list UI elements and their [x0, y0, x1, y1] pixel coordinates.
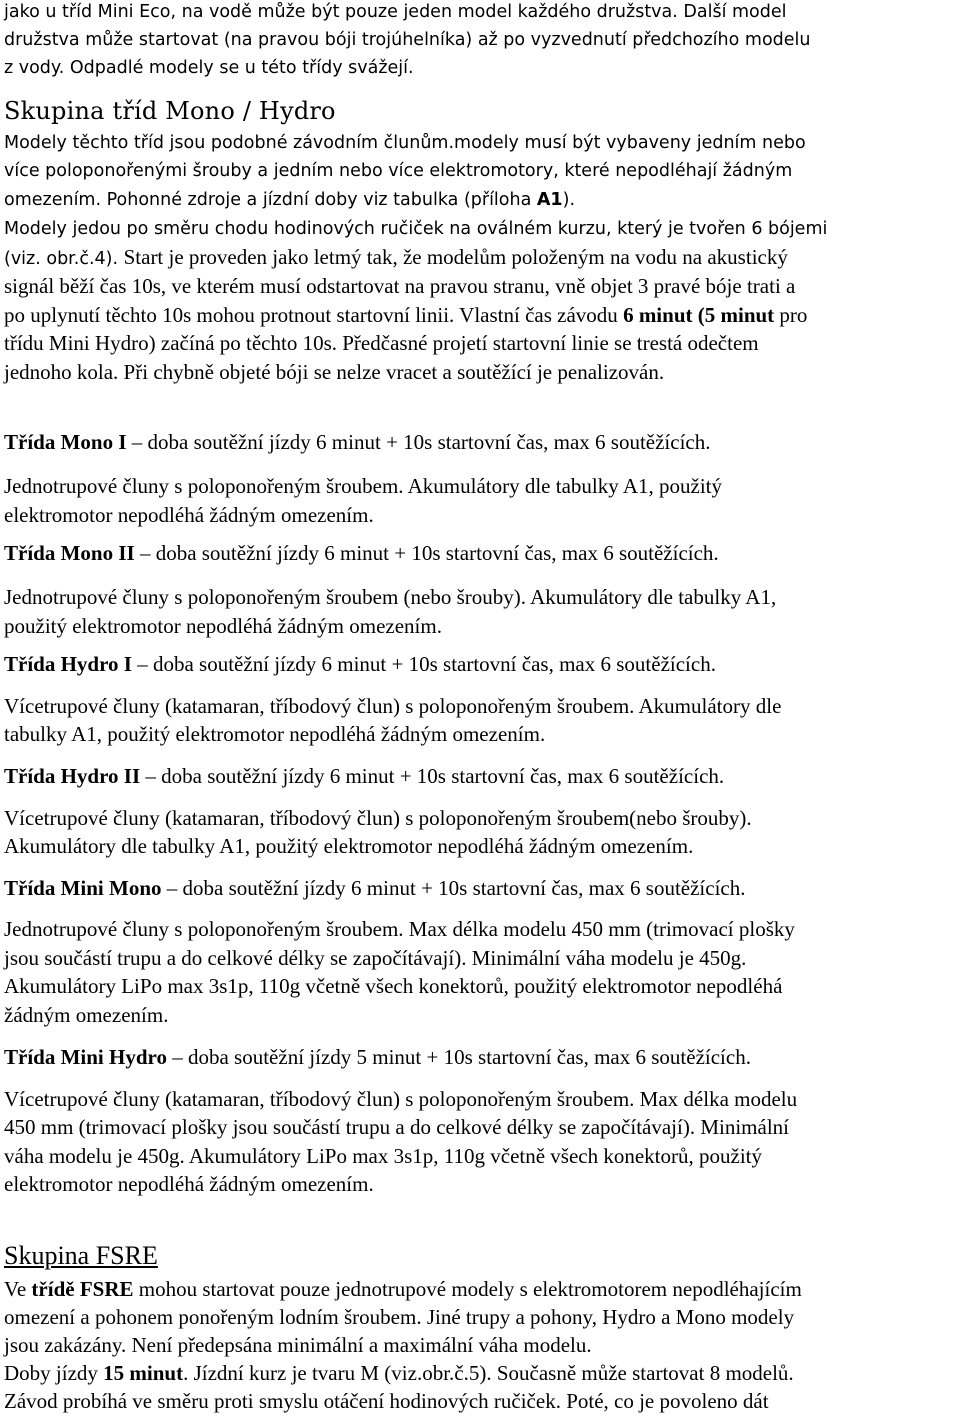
class-hydro-2-title [4, 764, 724, 788]
fsre-line-3: jsou zakázány. Není předepsána minimální a maximální váha modelu. [4, 1333, 592, 1357]
mono-hydro-line-7c: pro [774, 303, 808, 327]
fsre-line-4a: Doby jízdy [4, 1361, 104, 1385]
class-hydro-1-rest: – doba soutěžní jízdy 6 minut + 10s startovní čas, max 6 soutěžících. [131, 652, 716, 676]
mono-hydro-line-5b: Start je proveden jako letmý tak, že modelům položeným na vodu na akustický [123, 245, 788, 269]
class-mono-2-title [4, 541, 719, 565]
class-hydro-2-desc-2: Akumulátory dle tabulky A1, použitý elektromotor nepodléhá žádným omezením. [4, 834, 694, 858]
class-mono-1-desc-2: elektromotor nepodléhá žádným omezením. [4, 503, 374, 527]
class-mini-hydro-title [4, 1045, 751, 1069]
intro-line-1: jako u tříd Mini Eco, na vodě může být pouze jeden model každého družstva. Další model [4, 2, 787, 22]
class-hydro-2-desc-1: Vícetrupové čluny (katamaran, tříbodový člun) s poloponořeným šroubem(nebo šrouby). [4, 806, 752, 830]
class-hydro-1-desc-2: tabulky A1, použitý elektromotor nepodléhá žádným omezením. [4, 722, 546, 746]
class-mini-hydro-name: Třída Mini Hydro [4, 1045, 167, 1069]
section-heading-fsre: Skupina FSRE [4, 1241, 158, 1270]
class-mono-1-rest: – doba soutěžní jízdy 6 minut + 10s startovní čas, max 6 soutěžících. [126, 430, 711, 454]
class-mini-hydro-desc-3: váha modelu je 450g. Akumulátory LiPo max 3s1p, 110g včetně všech konektorů, použitý [4, 1144, 762, 1168]
fsre-line-1a: Ve [4, 1277, 32, 1301]
section-heading-mono-hydro: Skupina tříd Mono / Hydro [4, 97, 336, 125]
mono-hydro-line-7 [4, 303, 807, 327]
fsre-line-4 [4, 1361, 794, 1385]
mono-hydro-line-6: signál běží čas 10s, ve kterém musí odstartovat na pravou stranu, vně objet 3 pravé bóje trati a [4, 274, 796, 298]
class-mono-2-desc-1: Jednotrupové čluny s poloponořeným šroubem (nebo šrouby). Akumulátory dle tabulky A1, [4, 585, 777, 609]
mono-hydro-line-9: jednoho kola. Při chybně objeté bóji se nelze vracet a soutěžící je penalizován. [4, 360, 665, 384]
class-mono-2-name: Třída Mono II [4, 541, 135, 565]
mono-hydro-line-2: více poloponořenými šrouby a jedním nebo více elektromotory, které nepodléhají žádným [4, 161, 793, 181]
fsre-time-bold: 15 minut [103, 1361, 184, 1385]
class-hydro-2-name: Třída Hydro II [4, 764, 141, 788]
fsre-line-1 [4, 1277, 802, 1301]
fsre-class-bold: třídě FSRE [31, 1277, 134, 1301]
mono-hydro-line-1a: Modely těchto tříd jsou podobné závodním člunům. [4, 133, 455, 153]
class-mono-1-desc-1: Jednotrupové čluny s poloponořeným šroubem. Akumulátory dle tabulky A1, použitý [4, 474, 722, 498]
class-mini-mono-desc-2: jsou součástí trupu a do celkové délky se započítávají). Minimální váha modelu je 450g. [4, 946, 747, 970]
class-hydro-2-rest: – doba soutěžní jízdy 6 minut + 10s startovní čas, max 6 soutěžících. [140, 764, 725, 788]
mono-hydro-line-3c: ). [562, 190, 576, 210]
class-mini-mono-name: Třída Mini Mono [4, 876, 162, 900]
class-mini-hydro-rest: – doba soutěžní jízdy 5 minut + 10s startovní čas, max 6 soutěžících. [166, 1045, 751, 1069]
race-time-bold: 6 minut (5 minut [623, 303, 775, 327]
class-mini-hydro-desc-4: elektromotor nepodléhá žádným omezením. [4, 1172, 374, 1196]
mono-hydro-line-7a: po uplynutí těchto 10s mohou protnout startovní linii. Vlastní čas závodu [4, 303, 624, 327]
class-mono-1-name: Třída Mono I [4, 430, 127, 454]
class-hydro-1-desc-1: Vícetrupové čluny (katamaran, tříbodový člun) s poloponořeným šroubem. Akumulátory dle [4, 694, 782, 718]
class-mini-mono-title [4, 876, 746, 900]
class-mono-2-rest: – doba soutěžní jízdy 6 minut + 10s startovní čas, max 6 soutěžících. [134, 541, 719, 565]
class-hydro-1-title [4, 652, 716, 676]
mono-hydro-line-1b: modely musí být vybaveny jedním nebo [454, 133, 806, 153]
annex-ref-a1: A1 [536, 190, 563, 210]
class-mini-hydro-desc-2: 450 mm (trimovací plošky jsou součástí trupu a do celkové délky se započítávají). Minimální [4, 1115, 789, 1139]
class-mini-mono-desc-4: žádným omezením. [4, 1003, 169, 1027]
mono-hydro-line-8: třídu Mini Hydro) začíná po těchto 10s. Předčasné projetí startovní linie se trestá odečtem [4, 331, 759, 355]
class-mono-2-desc-2: použitý elektromotor nepodléhá žádným omezením. [4, 614, 442, 638]
mono-hydro-line-4: Modely jedou po směru chodu hodinových ručiček na oválném kurzu, který je tvořen 6 bójemi [4, 219, 828, 239]
intro-line-3: z vody. Odpadlé modely se u této třídy svážejí. [4, 58, 414, 78]
fsre-line-2: omezení a pohonem ponořeným lodním šroubem. Jiné trupy a pohony, Hydro a Mono modely [4, 1305, 795, 1329]
class-mini-mono-desc-1: Jednotrupové čluny s poloponořeným šroubem. Max délka modelu 450 mm (trimovací plošky [4, 917, 795, 941]
mono-hydro-line-3a: omezením. Pohonné zdroje a jízdní doby viz tabulka (příloha [4, 190, 537, 210]
mono-hydro-line-5 [4, 245, 788, 271]
fsre-line-5: Závod probíhá ve směru proti smyslu otáčení hodinových ručiček. Poté, co je povoleno dát [4, 1389, 769, 1413]
class-hydro-1-name: Třída Hydro I [4, 652, 132, 676]
class-mini-hydro-desc-1: Vícetrupové čluny (katamaran, tříbodový člun) s poloponořeným šroubem. Max délka modelu [4, 1087, 798, 1111]
class-mono-1-title [4, 430, 711, 454]
class-mini-mono-rest: – doba soutěžní jízdy 6 minut + 10s startovní čas, max 6 soutěžících. [161, 876, 746, 900]
class-mini-mono-desc-3: Akumulátory LiPo max 3s1p, 110g včetně všech konektorů, použitý elektromotor nepodléhá [4, 974, 783, 998]
mono-hydro-line-5a: (viz. obr.č.4). [4, 249, 124, 269]
fsre-line-1c: mohou startovat pouze jednotrupové modely s elektromotorem nepodléhajícím [133, 1277, 802, 1301]
intro-line-2: družstva může startovat (na pravou bóji trojúhelníka) až po vyzvednutí předchozího modelu [4, 30, 811, 50]
fsre-line-4c: . Jízdní kurz je tvaru M (viz.obr.č.5). Současně může startovat 8 modelů. [183, 1361, 794, 1385]
mono-hydro-line-1 [4, 131, 806, 155]
mono-hydro-line-3 [4, 188, 575, 212]
